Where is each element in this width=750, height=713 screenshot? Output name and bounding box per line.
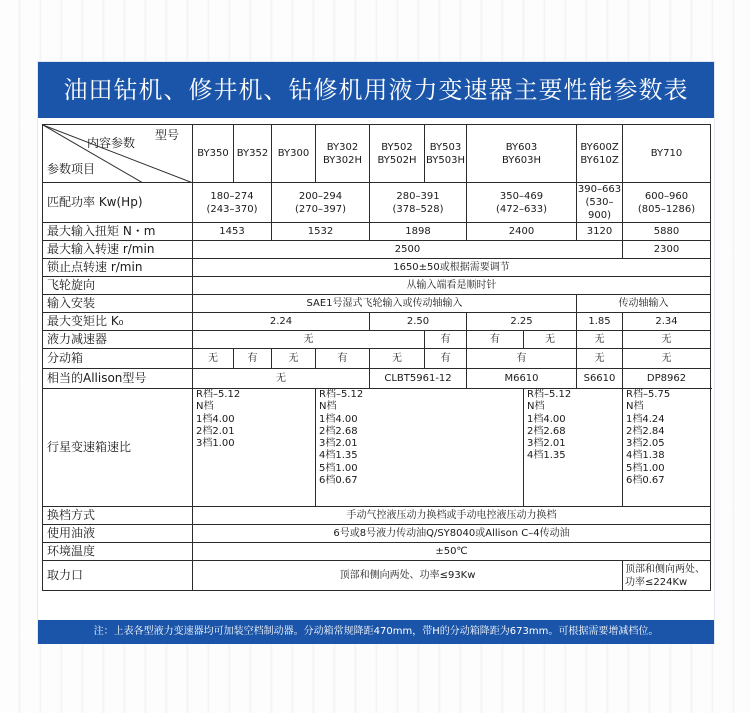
cell: 2500 — [193, 241, 623, 259]
row-pto — [43, 561, 711, 591]
row-label: 取力口 — [43, 561, 193, 591]
cell: CLBT5961-12 — [370, 369, 467, 389]
cell: SAE1号湿式飞轮输入或传动轴输入 — [193, 295, 577, 313]
spec-table — [42, 124, 711, 591]
row-label: 行星变速箱速比 — [43, 389, 193, 507]
cell: 1453 — [193, 223, 272, 241]
cell: 有 — [425, 349, 467, 369]
cell: 传动轴输入 — [577, 295, 711, 313]
row-ratio — [43, 313, 711, 331]
model-header: BY350 — [193, 125, 234, 183]
cell: 1898 — [370, 223, 467, 241]
spec-table-wrapper — [42, 124, 711, 591]
row-label: 飞轮旋向 — [43, 277, 193, 295]
row-oil — [43, 525, 711, 543]
model-header: BY300 — [272, 125, 316, 183]
cell: 2300 — [623, 241, 711, 259]
row-label: 分动箱 — [43, 349, 193, 369]
row-shift — [43, 507, 711, 525]
row-label: 最大输入转速 r/min — [43, 241, 193, 259]
gear-ratio-cell: R档–5.12 N档 1档4.00 2档2.68 3档2.01 4档1.35 5档1.00 6档0.67 — [316, 389, 524, 507]
table-header-row — [43, 125, 711, 183]
row-label: 匹配功率 Kw(Hp) — [43, 183, 193, 223]
cell: 无 — [623, 349, 711, 369]
cell: M6610 — [467, 369, 577, 389]
model-header: BY502 BY502H — [370, 125, 425, 183]
page-title: 油田钻机、修井机、钻修机用液力变速器主要性能参数表 — [38, 62, 714, 118]
cell: 无 — [524, 331, 577, 349]
row-install — [43, 295, 711, 313]
row-speed — [43, 241, 711, 259]
model-header: BY603 BY603H — [467, 125, 577, 183]
footer-note: 注：上表各型液力变速器均可加装空档制动器。分动箱常规降距470mm，带H的分动箱降距为673mm。可根据需要增减档位。 — [38, 620, 714, 644]
row-lock — [43, 259, 711, 277]
cell: S6610 — [577, 369, 623, 389]
model-header: BY600Z BY610Z — [577, 125, 623, 183]
row-label: 锁止点转速 r/min — [43, 259, 193, 277]
row-allison — [43, 369, 711, 389]
cell: 无 — [272, 349, 316, 369]
cell: 2.24 — [193, 313, 370, 331]
row-label: 输入安装 — [43, 295, 193, 313]
row-power — [43, 183, 711, 223]
cell: 有 — [234, 349, 272, 369]
model-header: BY302 BY302H — [316, 125, 370, 183]
gear-ratio-cell: R档–5.75 N档 1档4.24 2档2.84 3档2.05 4档1.38 5档1.00 6档0.67 — [623, 389, 711, 507]
cell: 无 — [193, 349, 234, 369]
cell: 600–960 (805–1286) — [623, 183, 711, 223]
row-label: 相当的Allison型号 — [43, 369, 193, 389]
gear-ratio-cell: R档–5.12 N档 1档4.00 2档2.01 3档1.00 — [193, 389, 316, 507]
row-label: 使用油液 — [43, 525, 193, 543]
row-label: 换档方式 — [43, 507, 193, 525]
cell: 无 — [370, 349, 425, 369]
cell: 无 — [623, 331, 711, 349]
row-label: 最大输入扭矩 N・m — [43, 223, 193, 241]
row-torque — [43, 223, 711, 241]
row-transfer — [43, 349, 711, 369]
cell: 280–391 (378–528) — [370, 183, 467, 223]
row-label: 液力减速器 — [43, 331, 193, 349]
gear-ratio-cell: R档–5.12 N档 1档4.00 2档2.68 3档2.01 4档1.35 — [524, 389, 623, 507]
cell: ±50℃ — [193, 543, 711, 561]
cell: 顶部和侧向两处、 功率≤224Kw — [623, 561, 711, 591]
row-temp — [43, 543, 711, 561]
cell: 有 — [316, 349, 370, 369]
cell: DP8962 — [623, 369, 711, 389]
header-corner — [43, 125, 193, 183]
cell: 1532 — [272, 223, 370, 241]
cell: 350–469 (472–633) — [467, 183, 577, 223]
row-retarder — [43, 331, 711, 349]
item-label: 参数项目 — [47, 162, 96, 176]
cell: 顶部和侧向两处、功率≤93Kw — [193, 561, 623, 591]
row-label: 最大变矩比 K₀ — [43, 313, 193, 331]
cell: 无 — [193, 369, 370, 389]
row-rotation — [43, 277, 711, 295]
cell: 180–274 (243–370) — [193, 183, 272, 223]
model-label: 型号 — [155, 128, 180, 142]
cell: 手动气控液压动力换档或手动电控液压动力换档 — [193, 507, 711, 525]
cell: 6号或8号液力传动油Q/SY8040或Allison C–4传动油 — [193, 525, 711, 543]
cell: 2400 — [467, 223, 577, 241]
cell: 1650±50或根据需要调节 — [193, 259, 711, 277]
cell: 从输入端看是顺时针 — [193, 277, 711, 295]
cell: 2.34 — [623, 313, 711, 331]
content-label: 内容参数 — [87, 136, 136, 150]
cell: 有 — [467, 331, 524, 349]
cell: 3120 — [577, 223, 623, 241]
cell: 5880 — [623, 223, 711, 241]
cell: 2.25 — [467, 313, 577, 331]
cell: 1.85 — [577, 313, 623, 331]
model-header: BY710 — [623, 125, 711, 183]
row-label: 环境温度 — [43, 543, 193, 561]
cell: 390–663 (530–900) — [577, 184, 622, 221]
model-header: BY352 — [234, 125, 272, 183]
row-gears — [43, 389, 711, 507]
cell: 无 — [577, 349, 623, 369]
cell: 有 — [467, 349, 577, 369]
cell: 有 — [425, 331, 467, 349]
cell: 2.50 — [370, 313, 467, 331]
cell: 无 — [577, 331, 623, 349]
model-header: BY503 BY503H — [425, 125, 467, 183]
cell: 200–294 (270–397) — [272, 183, 370, 223]
cell: 无 — [193, 331, 425, 349]
